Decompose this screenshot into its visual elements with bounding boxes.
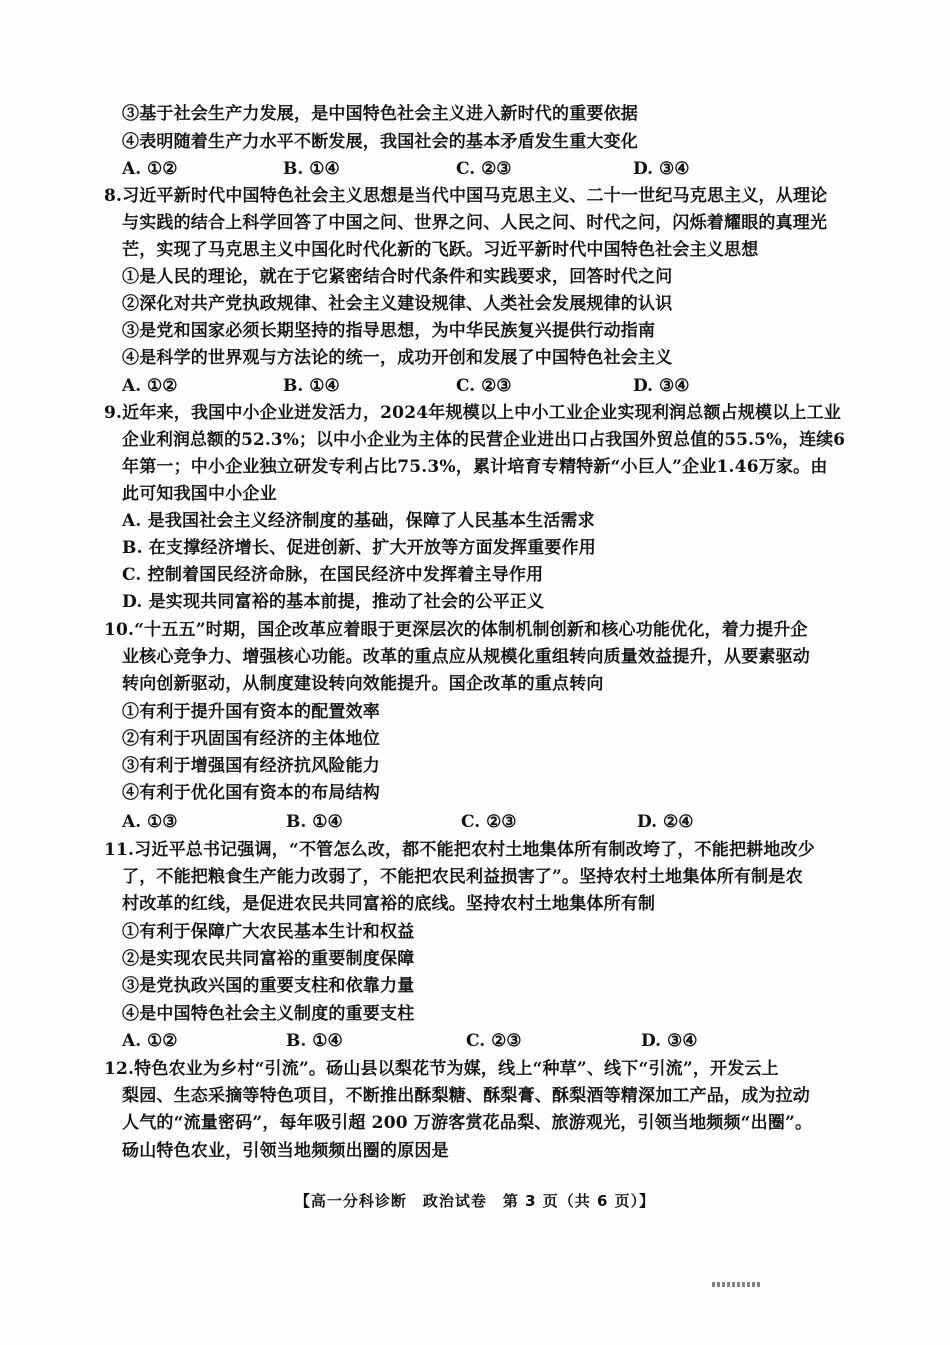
q7-statement-3: ③基于社会生产力发展，是中国特色社会主义进入新时代的重要依据 <box>122 104 638 124</box>
q12-stem-line-3: 人气的“流量密码”，每年吸引超 200 万游客赏花品梨、旅游观光，引领当地频频“出圈”。 <box>122 1113 813 1133</box>
q11-statement-3: ③是党执政兴国的重要支柱和依靠力量 <box>122 976 415 996</box>
q9-option-d: D. 是实现共同富裕的基本前提，推动了社会的公平正义 <box>122 592 545 612</box>
q10-stem-line-3: 转向创新驱动，从制度建设转向效能提升。国企改革的重点转向 <box>122 674 604 694</box>
q10-option-a: A. ①③ <box>122 812 178 832</box>
q12-stem-line-1: 12.特色农业为乡村“引流”。砀山县以梨花节为媒，线上“种草”、线下“引流”，开发云上 <box>104 1059 779 1079</box>
q9-option-c: C. 控制着国民经济命脉，在国民经济中发挥着主导作用 <box>122 565 544 585</box>
q11-stem-line-1: 11.习近平总书记强调，“不管怎么改，都不能把农村土地集体所有制改垮了，不能把耕地改少 <box>104 840 815 860</box>
q10-statement-4: ④有利于优化国有资本的布局结构 <box>122 783 380 803</box>
q11-statement-1: ①有利于保障广大农民基本生计和权益 <box>122 922 415 942</box>
q11-option-b: B. ①④ <box>286 1031 343 1051</box>
q11-option-c: C. ②③ <box>466 1031 522 1051</box>
q11-statement-2: ②是实现农民共同富裕的重要制度保障 <box>122 949 415 969</box>
q7-option-d: D. ③④ <box>633 159 690 179</box>
scan-mark <box>712 1282 760 1287</box>
q8-statement-3: ③是党和国家必须长期坚持的指导思想，为中华民族复兴提供行动指南 <box>122 321 656 341</box>
q9-stem-line-1: 9.近年来，我国中小企业迸发活力，2024年规模以上中小工业企业实现利润总额占规模以上工业 <box>104 403 842 423</box>
q8-option-a: A. ①② <box>122 376 178 396</box>
q9-stem-line-3: 年第一；中小企业独立研发专利占比75.3%，累计培育专精特新“小巨人”企业1.46万家。由 <box>122 457 828 477</box>
q7-option-b: B. ①④ <box>283 159 340 179</box>
q10-statement-1: ①有利于提升国有资本的配置效率 <box>122 702 380 722</box>
q7-statement-4: ④表明随着生产力水平不断发展，我国社会的基本矛盾发生重大变化 <box>122 132 638 152</box>
q10-stem-line-1: 10.“十五五”时期，国企改革应着眼于更深层次的体制机制创新和核心功能优化，着力提升企 <box>104 620 808 640</box>
q10-statement-3: ③有利于增强国有经济抗风险能力 <box>122 756 380 776</box>
q11-statement-4: ④是中国特色社会主义制度的重要支柱 <box>122 1004 415 1024</box>
q8-statement-1: ①是人民的理论，就在于它紧密结合时代条件和实践要求，回答时代之问 <box>122 267 673 287</box>
q8-stem-line-2: 与实践的结合上科学回答了中国之问、世界之问、人民之问、时代之问，闪烁着耀眼的真理光 <box>122 213 828 233</box>
q10-statement-2: ②有利于巩固国有经济的主体地位 <box>122 729 380 749</box>
q9-stem-line-2: 企业利润总额的52.3%；以中小企业为主体的民营企业进出口占我国外贸总值的55.5%，连续6 <box>122 430 846 450</box>
page-footer: 【高一分科诊断 政治试卷 第 3 页（共 6 页）】 <box>294 1192 656 1210</box>
q8-option-c: C. ②③ <box>456 376 512 396</box>
q11-option-a: A. ①② <box>122 1031 178 1051</box>
q10-option-d: D. ②④ <box>637 812 694 832</box>
q9-option-a: A. 是我国社会主义经济制度的基础，保障了人民基本生活需求 <box>122 511 595 531</box>
q8-stem-line-1: 8.习近平新时代中国特色社会主义思想是当代中国马克思主义、二十一世纪马克思主义，从理论 <box>104 186 828 206</box>
q9-option-b: B. 在支撑经济增长、促进创新、扩大开放等方面发挥重要作用 <box>122 538 597 558</box>
q8-option-b: B. ①④ <box>283 376 340 396</box>
q7-option-c: C. ②③ <box>456 159 512 179</box>
q10-stem-line-2: 业核心竞争力、增强核心功能。改革的重点应从规模化重组转向质量效益提升，从要素驱动 <box>122 647 810 667</box>
q10-option-b: B. ①④ <box>286 812 343 832</box>
q11-stem-line-2: 了，不能把粮食生产能力改弱了，不能把农民利益损害了”。坚持农村土地集体所有制是农 <box>122 867 803 887</box>
q8-stem-line-3: 芒，实现了马克思主义中国化时代化新的飞跃。习近平新时代中国特色社会主义思想 <box>122 240 759 260</box>
q8-statement-4: ④是科学的世界观与方法论的统一，成功开创和发展了中国特色社会主义 <box>122 348 673 368</box>
q10-option-c: C. ②③ <box>461 812 517 832</box>
q8-statement-2: ②深化对共产党执政规律、社会主义建设规律、人类社会发展规律的认识 <box>122 294 673 314</box>
q12-stem-line-2: 梨园、生态采摘等特色项目，不断推出酥梨糖、酥梨膏、酥梨酒等精深加工产品，成为拉动 <box>122 1086 810 1106</box>
q12-stem-line-4: 砀山特色农业，引领当地频频出圈的原因是 <box>122 1141 449 1161</box>
q11-stem-line-3: 村改革的红线，是促进农民共同富裕的底线。坚持农村土地集体所有制 <box>122 894 656 914</box>
q11-option-d: D. ③④ <box>641 1031 698 1051</box>
q9-stem-line-4: 此可知我国中小企业 <box>122 484 277 504</box>
q8-option-d: D. ③④ <box>633 376 690 396</box>
q7-option-a: A. ①② <box>122 159 178 179</box>
